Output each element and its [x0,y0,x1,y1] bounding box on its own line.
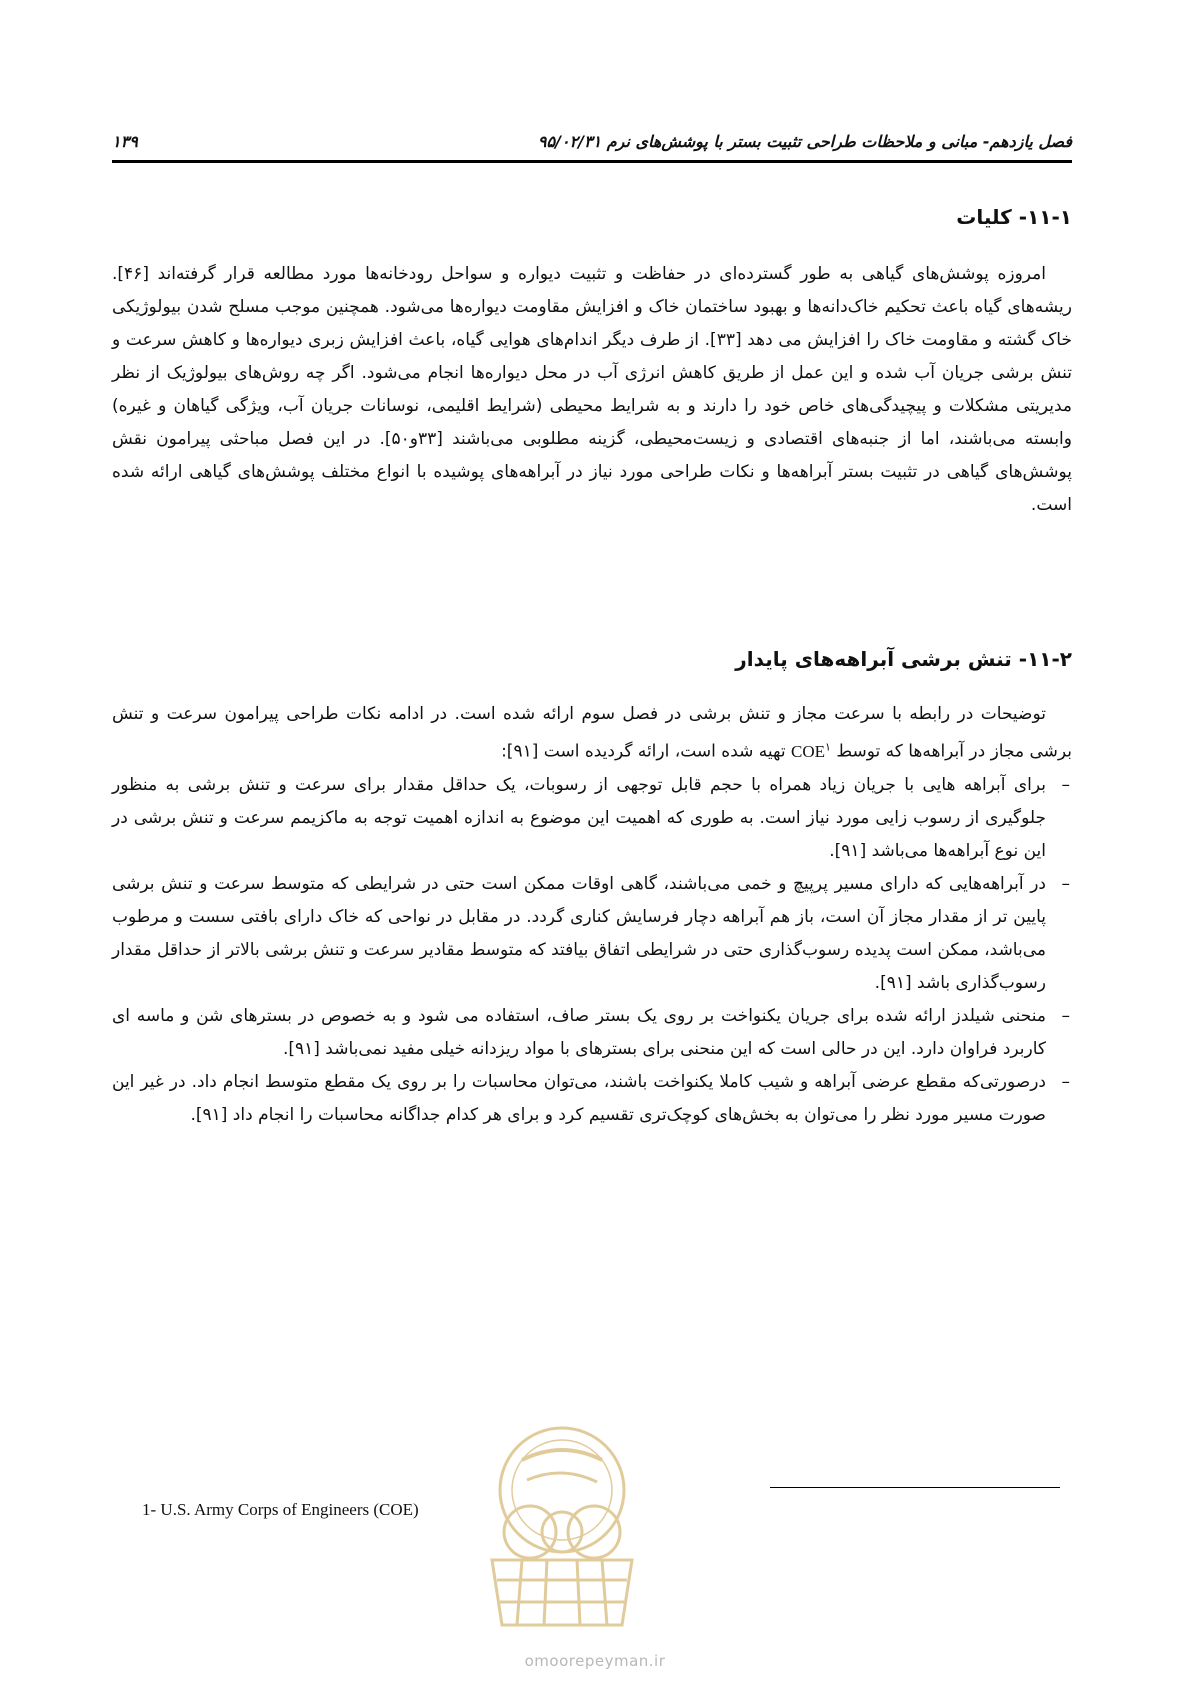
intro-text-after: تهیه شده است، ارائه گردیده است [۹۱]: [501,741,786,762]
watermark-seal-icon [472,1420,652,1640]
section-heading-2: ۱۱-۲- تنش برشی آبراهه‌های پایدار [735,647,1072,671]
list-item [112,1000,1072,1066]
list-item-text: درصورتی‌که مقطع عرضی آبراهه و شیب کاملا یکنواخت باشند، می‌توان محاسبات را بر روی یک مقطع متوسط انجام داد. در غیر این صورت مسیر مورد نظر را می‌توان به بخش‌های کوچک‌تری تقسیم کرد و برای هر کدام جداگانه محاسبات را انجام داد [۹۱]. [112,1071,1046,1125]
list-item-text: برای آبراهه هایی با جریان زیاد همراه با حجم قابل توجهی از رسوبات، یک حداقل مقدار برای سرعت و تنش برشی به منظور جلوگیری از رسوب زایی مورد نیاز است. به طوری که اهمیت این موضوع به اندازه اهمیت توجه به ماکزیمم سرعت و تنش برشی در این نوع آبراهه‌ها می‌باشد [۹۱]. [112,774,1046,861]
list-item [112,1066,1072,1132]
list-item-text: در آبراهه‌هایی که دارای مسیر پرپیچ و خمی می‌باشند، گاهی اوقات ممکن است حتی در شرایطی که متوسط سرعت و تنش برشی پایین تر از مقدار مجاز آن است، باز هم آبراهه دچار فرسایش کناری گردد. در مقابل در نواحی که خاک دارای بافتی سست و مرطوب می‌باشد، ممکن است پدیده رسوب‌گذاری حتی در شرایطی اتفاق بیافتد که متوسط مقادیر سرعت و تنش برشی بالاتر از حداقل مقدار رسوب‌گذاری باشد [۹۱]. [112,873,1046,993]
watermark-url: omoorepeyman.ir [524,1652,666,1670]
section-1-paragraph: امروزه پوشش‌های گیاهی به طور گسترده‌ای در حفاظت و تثبیت دیواره و سواحل رودخانه‌ها مورد مطالعه قرار گرفته‌اند [۴۶]. ریشه‌های گیاه باعث تحکیم خاک‌دانه‌ها و بهبود ساختمان خاک و افزایش مقاومت دیواره‌ها می‌شود. همچنین موجب مسلح شدن بیولوژیکی خاک گشته و مقاومت خاک را افزایش می دهد [۳۳]. از طرف دیگر اندام‌های هوایی گیاه، باعث افزایش زبری دیواره‌ها و کاهش سرعت و تنش برشی جریان آب شده و این عمل از طریق کاهش انرژی آب در محل دیواره‌ها انجام می‌شود. اگر چه روش‌های بیولوژیک از نظر مدیریتی مشکلات و پیچیدگی‌های خاص خود را دارند و به شرایط محیطی (شرایط اقلیمی، نوسانات جریان آب، ویژگی گیاهان و غیره) وابسته می‌باشند، اما از جنبه‌های اقتصادی و زیست‌محیطی، گزینه مطلوبی می‌باشند [۳۳و۵۰]. در این فصل مباحثی پیرامون نقش پوشش‌های گیاهی در تثبیت بستر آبراهه‌ها و نکات طراحی مورد نیاز در آبراهه‌های پوشیده با انواع مختلف پوشش‌های گیاهی ارائه شده است. [112,264,1072,515]
list-item-text: منحنی شیلدز ارائه شده برای جریان یکنواخت بر روی یک بستر صاف، استفاده می شود و به خصوص در بسترهای شن و ماسه ای کاربرد فراوان دارد. این در حالی است که این منحنی برای بسترهای با مواد ریزدانه خیلی مفید نمی‌باشد [۹۱]. [112,1005,1046,1059]
coe-abbreviation [791,742,831,761]
intro-text-before: توضیحات در رابطه با سرعت مجاز و تنش برشی در فصل سوم ارائه شده است. در ادامه نکات طراحی پیرامون سرعت و تنش برشی مجاز در آبراهه‌ها که توسط [112,704,1072,762]
bullet-dash: – [1061,1005,1070,1026]
list-item [112,868,1072,1000]
section-heading-1: ۱۱-۱- کلیات [956,205,1072,229]
section-1-body [112,258,1072,522]
section-2-body [112,698,1072,1132]
chapter-title: فصل یازدهم- مبانی و ملاحظات طراحی تثبیت بستر با پوشش‌های نرم ۹۵/۰۲/۳۱ [537,132,1072,151]
bullet-dash: – [1061,1071,1070,1092]
list-item [112,769,1072,868]
design-notes-list [112,769,1072,1132]
footnote-separator [770,1487,1060,1488]
section-2-intro [112,698,1072,769]
running-header [112,120,1072,163]
page-number: ۱۳۹ [112,132,138,151]
bullet-dash: – [1061,873,1070,894]
bullet-dash: – [1061,774,1070,795]
footnote-marker: ۱ [824,741,831,753]
coe-text: COE [790,741,825,761]
footnote: 1- U.S. Army Corps of Engineers (COE) [142,1500,419,1519]
